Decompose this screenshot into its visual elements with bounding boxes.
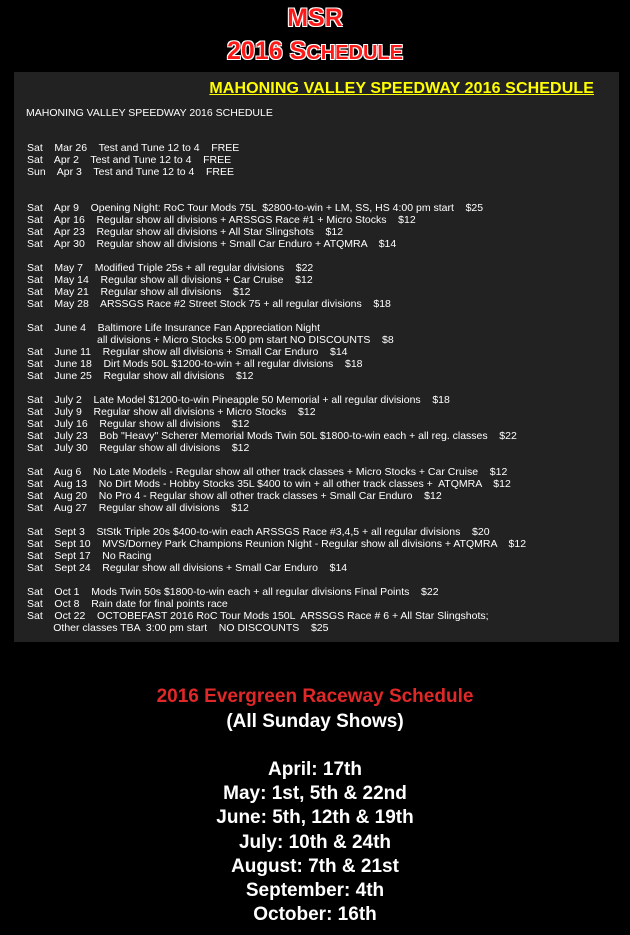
schedule-line: Sat Oct 1 Mods Twin 50s $1800-to-win each + all regular divisions Final Points $22 xyxy=(27,586,439,598)
schedule-line: Sat Apr 23 Regular show all divisions + All Star Slingshots $12 xyxy=(27,226,344,238)
schedule-line: Other classes TBA 3:00 pm start NO DISCOUNTS $25 xyxy=(27,622,329,634)
schedule-line: Sat May 7 Modified Triple 25s + all regular divisions $22 xyxy=(27,262,314,274)
schedule-line: Sat Sept 17 No Racing xyxy=(27,550,152,562)
evergreen-subtitle: (All Sunday Shows) xyxy=(226,711,404,732)
schedule-line: Sat July 30 Regular show all divisions $12 xyxy=(27,442,250,454)
schedule-line: Sat Aug 6 No Late Models - Regular show all other track classes + Micro Stocks + Car Cruise $12 xyxy=(27,466,508,478)
schedule-line: Sat Aug 27 Regular show all divisions $12 xyxy=(27,502,249,514)
evergreen-title: 2016 Evergreen Raceway Schedule xyxy=(156,686,474,707)
schedule-word-initial: S xyxy=(289,37,307,65)
evergreen-date: June: 5th, 12th & 19th xyxy=(216,807,414,829)
evergreen-date: October: 16th xyxy=(253,904,377,926)
schedule-line: Sat July 16 Regular show all divisions $12 xyxy=(27,418,250,430)
schedule-line: Sat May 28 ARSSGS Race #2 Street Stock 75 + all regular divisions $18 xyxy=(27,298,391,310)
schedule-heading xyxy=(0,36,630,68)
schedule-line: Sat June 25 Regular show all divisions $12 xyxy=(27,370,254,382)
schedule-line: Sat Mar 26 Test and Tune 12 to 4 FREE xyxy=(27,142,240,154)
schedule-word-rest: CHEDULE xyxy=(306,42,403,64)
schedule-line: Sat July 2 Late Model $1200-to-win Pineapple 50 Memorial + all regular divisions $18 xyxy=(27,394,450,406)
evergreen-date: August: 7th & 21st xyxy=(231,855,399,877)
schedule-line: Sat July 23 Bob "Heavy" Scherer Memorial Mods Twin 50L $1800-to-win each + all reg. classes $22 xyxy=(27,430,517,442)
schedule-line: Sat Sept 3 StStk Triple 20s $400-to-win each ARSSGS Race #3,4,5 + all regular divisions $20 xyxy=(27,526,490,538)
schedule-line: Sat June 4 Baltimore Life Insurance Fan Appreciation Night xyxy=(27,322,320,334)
schedule-line: Sat July 9 Regular show all divisions + Micro Stocks $12 xyxy=(27,406,316,418)
evergreen-dates xyxy=(0,758,630,927)
schedule-year: 2016 xyxy=(227,37,283,65)
mvs-schedule-panel xyxy=(14,72,619,642)
evergreen-date: September: 4th xyxy=(245,880,385,902)
schedule-line: Sat May 14 Regular show all divisions + Car Cruise $12 xyxy=(27,274,313,286)
schedule-line: Sat Aug 20 No Pro 4 - Regular show all other track classes + Small Car Enduro $12 xyxy=(27,490,442,502)
schedule-line: Sun Apr 3 Test and Tune 12 to 4 FREE xyxy=(27,166,235,178)
schedule-line: Sat Apr 2 Test and Tune 12 to 4 FREE xyxy=(27,154,232,166)
schedule-line: Sat June 11 Regular show all divisions + Small Car Enduro $14 xyxy=(27,346,348,358)
schedule-line: all divisions + Micro Stocks 5:00 pm start NO DISCOUNTS $8 xyxy=(27,334,394,346)
mvs-banner: MAHONING VALLEY SPEEDWAY 2016 SCHEDULE xyxy=(209,80,594,97)
mvs-subheading: MAHONING VALLEY SPEEDWAY 2016 SCHEDULE xyxy=(26,107,273,119)
schedule-line: Sat Apr 9 Opening Night: RoC Tour Mods 75L $2800-to-win + LM, SS, HS 4:00 pm start $25 xyxy=(27,202,484,214)
schedule-line: Sat May 21 Regular show all divisions $12 xyxy=(27,286,251,298)
evergreen-date: May: 1st, 5th & 22nd xyxy=(223,783,407,805)
schedule-line: Sat Aug 13 No Dirt Mods - Hobby Stocks 35L $400 to win + all other track classes + ATQMRA $12 xyxy=(27,478,511,490)
schedule-line: Sat Sept 10 MVS/Dorney Park Champions Reunion Night - Regular show all divisions + ATQMRA $12 xyxy=(27,538,527,550)
evergreen-date: July: 10th & 24th xyxy=(238,831,392,853)
schedule-line: Sat Sept 24 Regular show all divisions + Small Car Enduro $14 xyxy=(27,562,348,574)
schedule-line: Sat June 18 Dirt Mods 50L $1200-to-win + all regular divisions $18 xyxy=(27,358,363,370)
schedule-line: Sat Oct 8 Rain date for final points race xyxy=(27,598,228,610)
evergreen-date: April: 17th xyxy=(268,759,362,780)
page-title: MSR xyxy=(287,4,343,32)
schedule-line: Sat Oct 22 OCTOBEFAST 2016 RoC Tour Mods 150L ARSSGS Race # 6 + All Star Slingshots; xyxy=(27,610,489,622)
schedule-line: Sat Apr 16 Regular show all divisions + ARSSGS Race #1 + Micro Stocks $12 xyxy=(27,214,416,226)
schedule-line: Sat Apr 30 Regular show all divisions + Small Car Enduro + ATQMRA $14 xyxy=(27,238,397,250)
evergreen-section xyxy=(0,684,630,927)
